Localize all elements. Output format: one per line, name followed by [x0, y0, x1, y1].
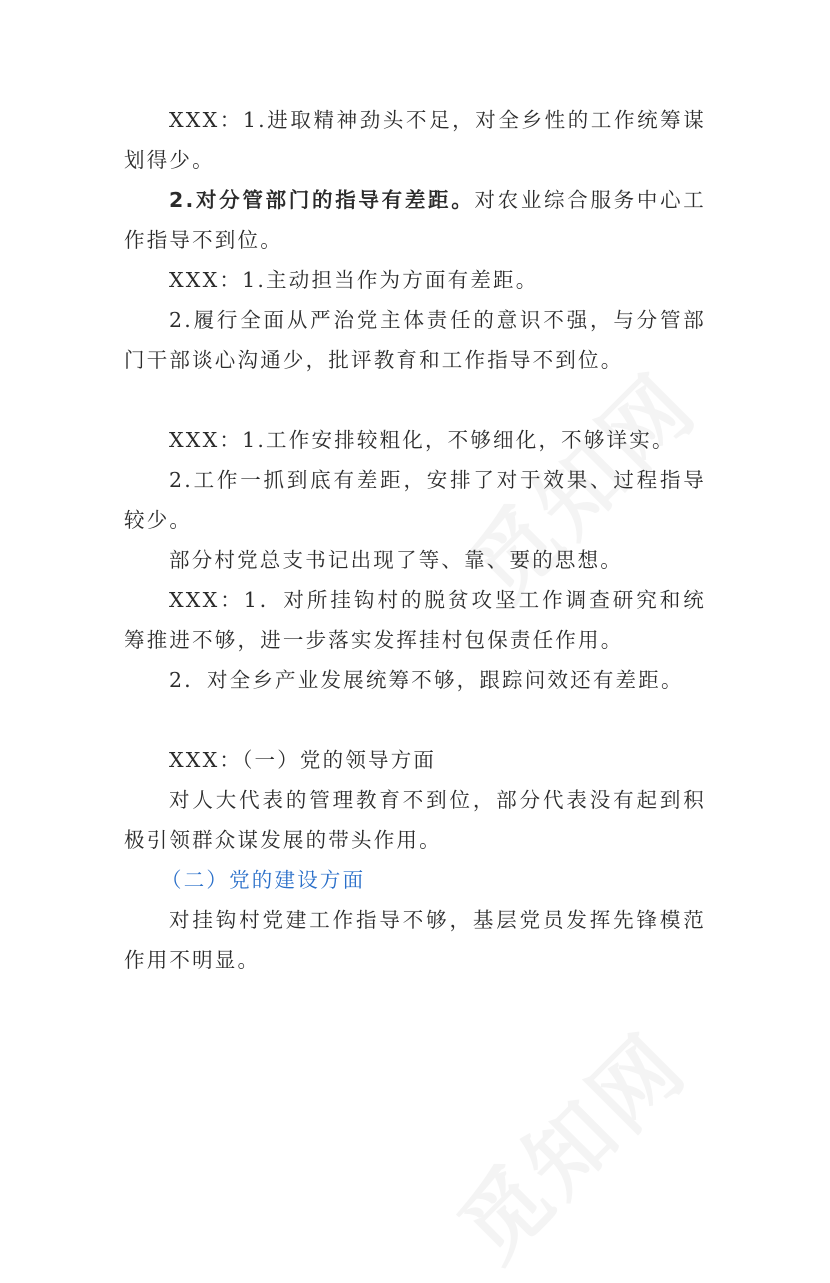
paragraph-text: 对农业综合服务中心工作指导不到位。 — [124, 188, 706, 252]
paragraph: 2．对全乡产业发展统筹不够，跟踪问效还有差距。 — [169, 668, 684, 692]
paragraph: 对人大代表的管理教育不到位，部分代表没有起到积极引领群众谋发展的带头作用。 — [124, 788, 706, 852]
paragraph: XXX：1.进取精神劲头不足，对全乡性的工作统筹谋划得少。 — [124, 108, 706, 172]
section-heading: （二）党的建设方面 — [161, 868, 366, 892]
paragraph: XXX：（一）党的领导方面 — [169, 748, 437, 772]
paragraph: 对挂钩村党建工作指导不够，基层党员发挥先锋模范作用不明显。 — [124, 908, 706, 972]
paragraph: XXX：1.主动担当作为方面有差距。 — [169, 268, 539, 292]
document-body — [124, 100, 706, 980]
watermark — [427, 1001, 710, 1283]
paragraph: 2.履行全面从严治党主体责任的意识不强，与分管部门干部谈心沟通少，批评教育和工作指导不到位。 — [124, 308, 706, 372]
paragraph: 2.工作一抓到底有差距，安排了对于效果、过程指导较少。 — [124, 468, 706, 532]
paragraph: XXX：1.工作安排较粗化，不够细化，不够详实。 — [169, 428, 675, 452]
paragraph: 部分村党总支书记出现了等、靠、要的思想。 — [169, 548, 623, 572]
paragraph — [124, 180, 706, 260]
paragraph: XXX：1．对所挂钩村的脱贫攻坚工作调查研究和统筹推进不够，进一步落实发挥挂村包保责任作用。 — [124, 588, 706, 652]
paragraph-heading: 2.对分管部门的指导有差距。 — [169, 188, 475, 212]
